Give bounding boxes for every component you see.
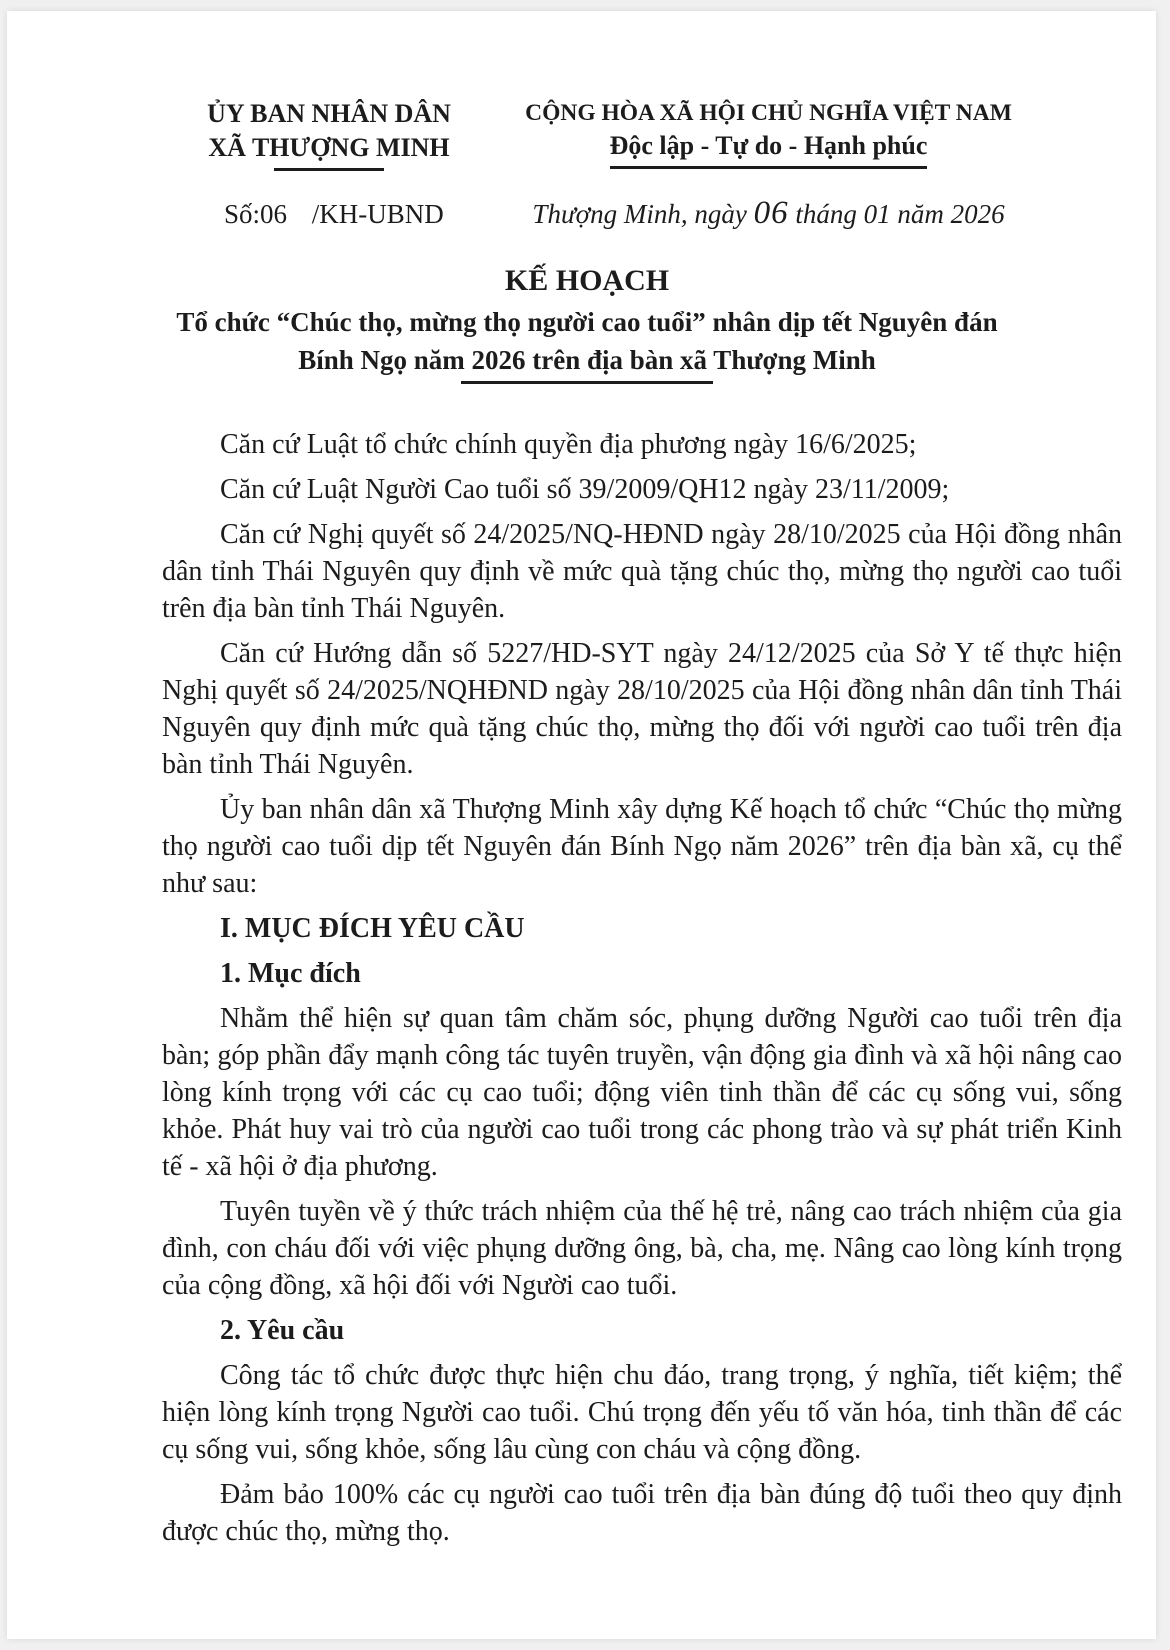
document-page — [7, 11, 1156, 1639]
document-number-value: 06 — [260, 198, 288, 229]
document-title-block — [162, 262, 1012, 384]
document-header — [162, 97, 1122, 171]
document-type-title: KẾ HOẠCH — [504, 263, 670, 297]
date-day: 06 — [753, 194, 789, 231]
paragraph-muc-dich-2: Tuyên tuyền về ý thức trách nhiệm của thế hệ trẻ, nâng cao trách nhiệm của gia đình, con cháu đối với việc phụng dưỡng ông, bà, cha, mẹ. Nâng cao lòng kính trọng của cộng đồng, xã hội đối với Người cao tuổi. — [162, 1195, 1122, 1301]
national-title: CỘNG HÒA XÃ HỘI CHỦ NGHĨA VIỆT NAM — [525, 100, 1012, 126]
section-heading-muc-dich-yeu-cau: I. MỤC ĐÍCH YÊU CẦU — [220, 912, 525, 944]
paragraph-can-cu-1: Căn cứ Luật tổ chức chính quyền địa phương ngày 16/6/2025; — [220, 428, 917, 460]
document-number-suffix: /KH-UBND — [311, 198, 444, 229]
authority-underline — [274, 168, 384, 171]
paragraph-muc-dich-1: Nhằm thể hiện sự quan tâm chăm sóc, phụng dưỡng Người cao tuổi trên địa bàn; góp phần đẩy mạnh công tác tuyên truyền, vận động gia đình và xã hội nâng cao lòng kính trọng với các cụ cao tuổi; động viên tinh thần để các cụ sống vui, sống khỏe. Phát huy vai trò của người cao tuổi trong các phong trào và sự phát triển Kinh tế - xã hội ở địa phương. — [162, 1002, 1122, 1182]
paragraph-intro: Ủy ban nhân dân xã Thượng Minh xây dựng Kế hoạch tổ chức “Chúc thọ mừng thọ người cao tuổi dịp tết Nguyên đán Bính Ngọ năm 2026” trên địa bàn xã, cụ thể như sau: — [162, 793, 1122, 899]
issuing-authority-block — [174, 97, 484, 171]
date-suffix: tháng 01 năm 2026 — [795, 198, 1005, 229]
paragraph-yeu-cau-1: Công tác tổ chức được thực hiện chu đáo, trang trọng, ý nghĩa, tiết kiệm; thể hiện lòng kính trọng Người cao tuổi. Chú trọng đến yếu tố văn hóa, tinh thần để các cụ sống vui, sống khỏe, sống lâu cùng con cháu và cộng đồng. — [162, 1359, 1122, 1465]
subsection-heading-yeu-cau: 2. Yêu cầu — [220, 1314, 345, 1346]
paragraph-can-cu-4: Căn cứ Hướng dẫn số 5227/HD-SYT ngày 24/12/2025 của Sở Y tế thực hiện Nghị quyết số 24/2025/NQHĐND ngày 28/10/2025 của Hội đồng nhân dân tỉnh Thái Nguyên quy định mức quà tặng chúc thọ, mừng thọ đối với người cao tuổi trên địa bàn tỉnh Thái Nguyên. — [162, 637, 1122, 780]
paragraph-can-cu-3: Căn cứ Nghị quyết số 24/2025/NQ-HĐND ngày 28/10/2025 của Hội đồng nhân dân tỉnh Thái Nguyên quy định về mức quà tặng chúc thọ, mừng thọ người cao tuổi trên địa bàn tỉnh Thái Nguyên. — [162, 518, 1122, 624]
paragraph-yeu-cau-2: Đảm bảo 100% các cụ người cao tuổi trên địa bàn đúng độ tuổi theo quy định được chúc thọ, mừng thọ. — [162, 1478, 1122, 1547]
national-motto: Độc lập - Tự do - Hạnh phúc — [610, 130, 928, 170]
title-underline — [461, 381, 713, 384]
national-header-block — [496, 97, 1041, 169]
document-number-prefix: Số: — [224, 198, 261, 229]
document-title-line3: Bính Ngọ năm 2026 trên địa bàn xã Thượng Minh — [298, 345, 876, 376]
document-number — [174, 199, 484, 230]
document-title-line2: Tổ chức “Chúc thọ, mừng thọ người cao tuổi” nhân dịp tết Nguyên đán — [176, 307, 998, 338]
date-prefix: Thượng Minh, ngày — [532, 198, 747, 229]
paragraph-can-cu-2: Căn cứ Luật Người Cao tuổi số 39/2009/QH12 ngày 23/11/2009; — [220, 473, 950, 505]
subsection-heading-muc-dich: 1. Mục đích — [220, 957, 361, 989]
document-content — [7, 11, 1156, 1550]
issuing-authority-line2: XÃ THƯỢNG MINH — [208, 132, 450, 162]
issuing-authority-line1: ỦY BAN NHÂN DÂN — [207, 99, 451, 128]
place-and-date — [496, 195, 1041, 232]
document-body — [162, 426, 1122, 1550]
number-and-date-row — [162, 195, 1122, 232]
